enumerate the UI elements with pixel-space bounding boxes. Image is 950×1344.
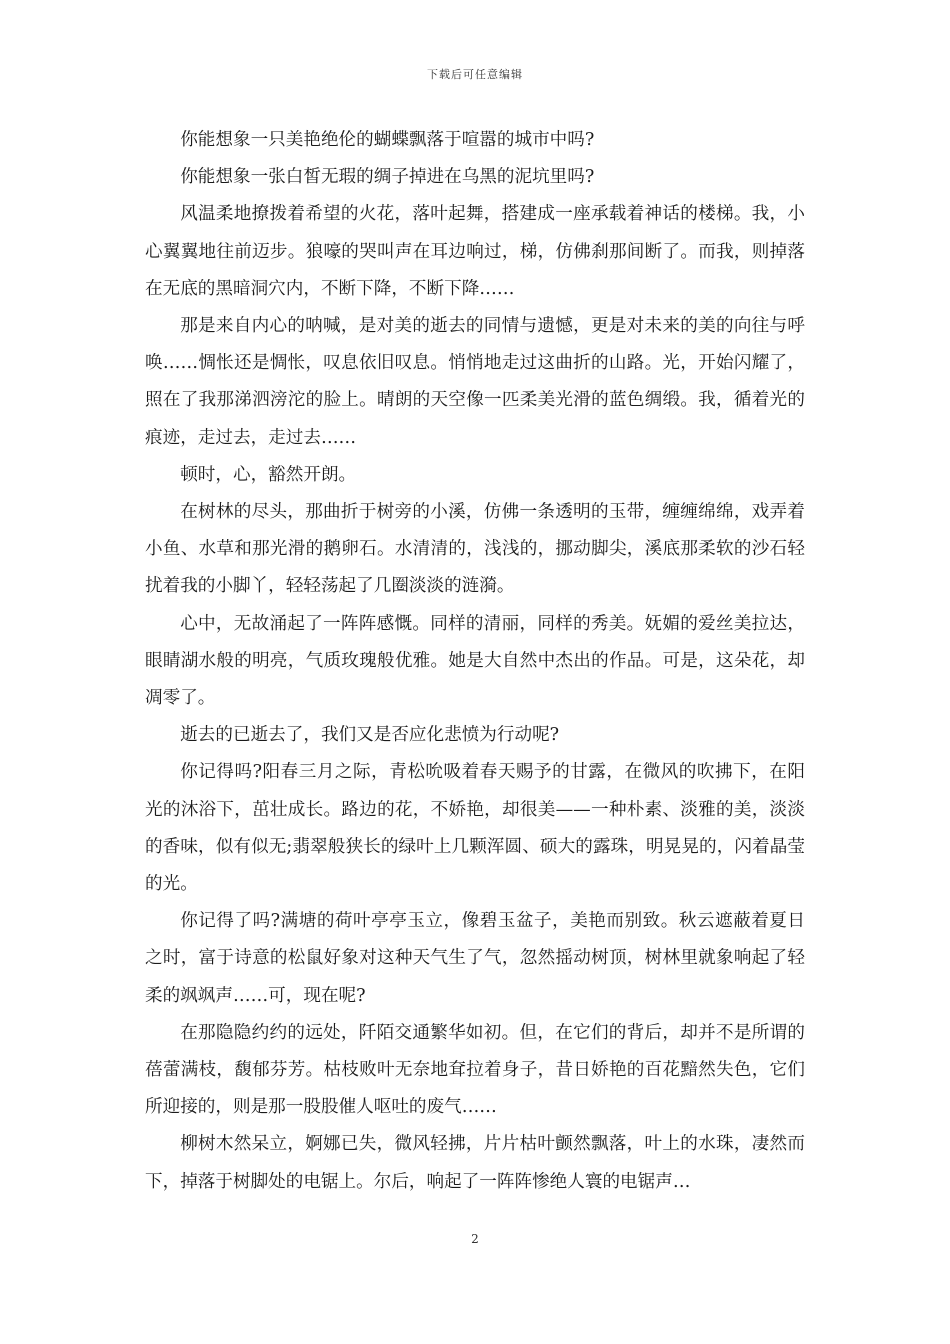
paragraph: 顿时，心，豁然开朗。 [180, 464, 357, 485]
paragraph: 那是来自内心的呐喊，是对美的逝去的同情与遗憾，更是对未来的美的向往与呼唤……惆怅还是惆怅，叹息依旧叹息。悄悄地走过这曲折的山路。光，开始闪耀了，照在了我那涕泗滂沱的脸上。晴朗的天空像一匹柔美光滑的蓝色绸缎。我，循着光的痕迹，走过去，走过去…… [145, 316, 805, 448]
paragraph: 你能想象一张白皙无瑕的绸子掉进在乌黑的泥坑里吗? [180, 167, 595, 188]
paragraph: 你能想象一只美艳绝伦的蝴蝶飘落于喧嚣的城市中吗? [180, 130, 595, 150]
document-body [145, 122, 805, 1201]
paragraph: 心中，无故涌起了一阵阵感慨。同样的清丽，同样的秀美。妩媚的爱丝美拉达，眼睛湖水般的明亮，气质玫瑰般优雅。她是大自然中杰出的作品。可是，这朵花，却凋零了。 [145, 613, 805, 709]
paragraph: 在树林的尽头，那曲折于树旁的小溪，仿佛一条透明的玉带，缠缠绵绵，戏弄着小鱼、水草和那光滑的鹅卵石。水清清的，浅浅的，挪动脚尖，溪底那柔软的沙石轻扰着我的小脚丫，轻轻荡起了几圈淡淡的涟漪。 [145, 502, 805, 597]
paragraph: 你记得吗?阳春三月之际，青松吮吸着春天赐予的甘露，在微风的吹拂下，在阳光的沐浴下，茁壮成长。路边的花，不娇艳，却很美——一种朴素、淡雅的美，淡淡的香味，似有似无;翡翠般狭长的绿叶上几颗浑圆、硕大的露珠，明晃晃的，闪着晶莹的光。 [145, 762, 805, 895]
paragraph: 柳树木然呆立，婀娜已失，微风轻拂，片片枯叶颤然飘落，叶上的水珠，凄然而下，掉落于树脚处的电锯上。尔后，响起了一阵阵惨绝人寰的电锯声… [145, 1134, 805, 1192]
paragraph: 在那隐隐约约的远处，阡陌交通繁华如初。但，在它们的背后，却并不是所谓的蓓蕾满枝，馥郁芬芳。枯枝败叶无奈地耷拉着身子，昔日娇艳的百花黯然失色，它们所迎接的，则是那一股股催人呕吐的废气…… [145, 1022, 805, 1118]
paragraph: 风温柔地撩拨着希望的火花，落叶起舞，搭建成一座承载着神话的楼梯。我，小心翼翼地往前迈步。狼嚎的哭叫声在耳边响过，梯，仿佛刹那间断了。而我，则掉落在无底的黑暗洞穴内，不断下降，不断下降…… [145, 204, 805, 299]
page-number: 2 [471, 1232, 479, 1246]
page-header: 下载后可任意编辑 [427, 68, 523, 81]
paragraph: 你记得了吗?满塘的荷叶亭亭玉立，像碧玉盆子，美艳而别致。秋云遮蔽着夏日之时，富于诗意的松鼠好象对这种天气生了气，忽然摇动树顶，树林里就象响起了轻柔的飒飒声……可，现在呢? [145, 911, 805, 1006]
paragraph: 逝去的已逝去了，我们又是否应化悲愤为行动呢? [180, 725, 560, 746]
